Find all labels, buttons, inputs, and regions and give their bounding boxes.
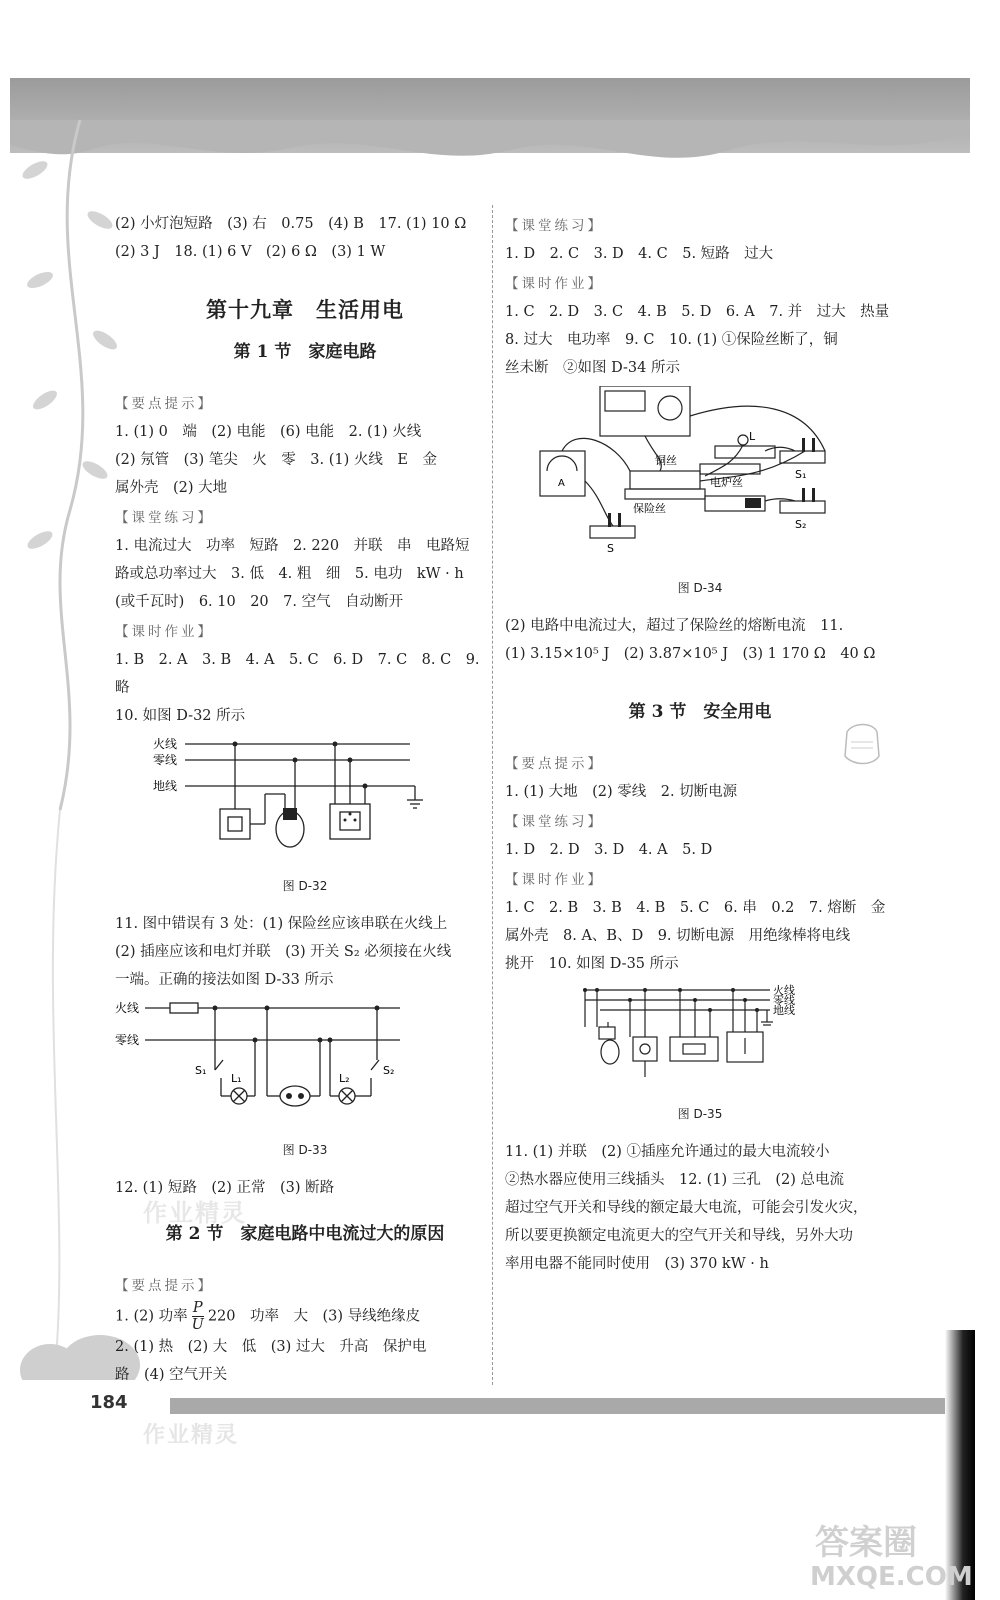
text-line: 率用电器不能同时使用 (3) 370 kW · h <box>505 1256 769 1272</box>
switch-s1-label: S₁ <box>795 468 807 481</box>
tag-keshi: 【课时作业】 <box>505 276 604 292</box>
text-line: 1. B 2. A 3. B 4. A 5. C 6. D 7. C 8. C 9. 略 <box>115 652 480 696</box>
live-wire-label: 火线 <box>115 1001 140 1015</box>
fraction-numerator: P <box>192 1300 203 1316</box>
watermark: 作业精灵 <box>143 1198 247 1227</box>
header-wave-decoration <box>10 120 970 180</box>
page-number: 184 <box>90 1392 128 1413</box>
badge-stamp-icon <box>843 722 881 768</box>
tag-yaodian: 【要点提示】 <box>505 756 604 772</box>
neutral-wire-label: 零线 <box>773 994 795 1007</box>
text-line: 10. 如图 D-32 所示 <box>115 708 246 724</box>
text-line: 路或总功率过大 3. 低 4. 粗 细 5. 电功 kW · h <box>115 566 464 582</box>
figure-d32 <box>115 734 435 854</box>
text-line: 挑开 10. 如图 D-35 所示 <box>505 956 679 972</box>
lamp-l2-label: L₂ <box>339 1072 350 1085</box>
fraction-denominator: U <box>191 1317 204 1333</box>
text-line: 一端。正确的接法如图 D-33 所示 <box>115 972 334 988</box>
text-line <box>115 1300 495 1333</box>
lamp-l1-label: L₁ <box>231 1072 242 1085</box>
figure-caption: 图 D-32 <box>282 879 328 893</box>
text-line: (2) 电路中电流过大，超过了保险丝的熔断电流 11. <box>505 618 844 634</box>
text-line: (2) 插座应该和电灯并联 (3) 开关 S₂ 必须接在火线 <box>115 944 452 960</box>
text-line: 12. (1) 短路 (2) 正常 (3) 断路 <box>115 1180 335 1196</box>
figure-caption: 图 D-35 <box>677 1107 723 1121</box>
text-fragment: 1. (2) 功率 <box>115 1308 188 1325</box>
tag-ketang: 【课堂练习】 <box>115 510 214 526</box>
figure-d35 <box>505 982 825 1082</box>
live-wire-label: 火线 <box>153 737 178 751</box>
text-line: ②热水器应使用三线插头 12. (1) 三孔 (2) 总电流 <box>505 1172 844 1188</box>
text-line: 1. C 2. B 3. B 4. B 5. C 6. 串 0.2 7. 熔断 金 <box>505 900 886 916</box>
watermark-logo: 答案圈 <box>815 1523 917 1563</box>
text-line: 1. (1) 大地 (2) 零线 2. 切断电源 <box>505 784 738 800</box>
text-fragment: 220 功率 大 (3) 导线绝缘皮 <box>207 1308 421 1325</box>
figure-caption: 图 D-33 <box>282 1143 328 1157</box>
text-line: 丝未断 ②如图 D-34 所示 <box>505 360 680 376</box>
fuse-label: 保险丝 <box>633 502 666 515</box>
ammeter-label: A <box>558 478 565 489</box>
text-line: (或千瓦时) 6. 10 20 7. 空气 自动断开 <box>115 594 404 610</box>
text-line: (2) 氖管 (3) 笔尖 火 零 3. (1) 火线 E 金 <box>115 452 437 468</box>
tag-yaodian: 【要点提示】 <box>115 1278 214 1294</box>
neutral-wire-label: 零线 <box>115 1033 140 1047</box>
section-title: 第 1 节 家庭电路 <box>233 342 377 362</box>
switch-s-label: S <box>607 542 614 555</box>
tag-keshi: 【课时作业】 <box>115 624 214 640</box>
switch-s2-label: S₂ <box>795 518 807 531</box>
switch-s1-label: S₁ <box>195 1064 207 1077</box>
text-line: 属外壳 8. A、B、D 9. 切断电源 用绝缘棒将电线 <box>505 928 851 944</box>
copper-wire-label: 铜丝 <box>655 454 677 467</box>
tag-keshi: 【课时作业】 <box>505 872 604 888</box>
watermark: 作业精灵 <box>143 1422 240 1448</box>
figure-d33 <box>115 998 415 1118</box>
text-line: 8. 过大 电功率 9. C 10. (1) ①保险丝断了，铜 <box>505 332 838 348</box>
live-wire-label: 火线 <box>773 984 795 997</box>
switch-s2-label: S₂ <box>383 1064 395 1077</box>
watermark-url: MXQE.COM <box>810 1562 973 1592</box>
text-line: 超过空气开关和导线的额定最大电流，可能会引发火灾， <box>505 1200 868 1216</box>
text-line: 1. C 2. D 3. C 4. B 5. D 6. A 7. 并 过大 热量 <box>505 304 890 320</box>
page-edge-shadow <box>945 1330 975 1600</box>
text-line: 11. 图中错误有 3 处：(1) 保险丝应该串联在火线上 <box>115 916 448 932</box>
text-line: 1. 电流过大 功率 短路 2. 220 并联 串 电路短 <box>115 538 470 554</box>
text-line: 所以要更换额定电流更大的空气开关和导线，另外大功 <box>505 1228 853 1244</box>
footer-band <box>170 1398 950 1414</box>
neutral-wire-label: 零线 <box>153 753 178 767</box>
text-line: 1. D 2. C 3. D 4. C 5. 短路 过大 <box>505 246 774 262</box>
text-line: (1) 3.15×10⁵ J (2) 3.87×10⁵ J (3) 1 170 Ω 40 Ω <box>505 646 876 662</box>
tag-ketang: 【课堂练习】 <box>505 814 604 830</box>
ground-wire-label: 地线 <box>773 1004 795 1017</box>
tag-yaodian: 【要点提示】 <box>115 396 214 412</box>
lamp-l-label: L <box>749 430 756 443</box>
figure-d34 <box>505 386 845 556</box>
text-line: 属外壳 (2) 大地 <box>115 480 228 496</box>
figure-caption: 图 D-34 <box>677 581 723 595</box>
text-line: 11. (1) 并联 (2) ①插座允许通过的最大电流较小 <box>505 1144 830 1160</box>
text-line: 2. (1) 热 (2) 大 低 (3) 过大 升高 保护电 <box>115 1339 427 1355</box>
tag-ketang: 【课堂练习】 <box>505 218 604 234</box>
text-line: 路 (4) 空气开关 <box>115 1367 228 1383</box>
text-line: 1. (1) 0 端 (2) 电能 (6) 电能 2. (1) 火线 <box>115 424 422 440</box>
heater-label: 电炉丝 <box>710 476 743 489</box>
text-line: 1. D 2. D 3. D 4. A 5. D <box>505 842 713 858</box>
text-line: (2) 小灯泡短路 (3) 右 0.75 (4) B 17. (1) 10 Ω <box>115 216 467 232</box>
section-title: 第 3 节 安全用电 <box>628 702 772 722</box>
text-line: (2) 3 J 18. (1) 6 V (2) 6 Ω (3) 1 W <box>115 244 386 260</box>
ground-wire-label: 地线 <box>153 779 178 793</box>
right-column <box>505 210 895 1278</box>
chapter-title: 第十九章 生活用电 <box>206 297 404 322</box>
fraction <box>192 1300 204 1333</box>
section-title: 第 2 节 家庭电路中电流过大的原因 <box>165 1224 445 1244</box>
